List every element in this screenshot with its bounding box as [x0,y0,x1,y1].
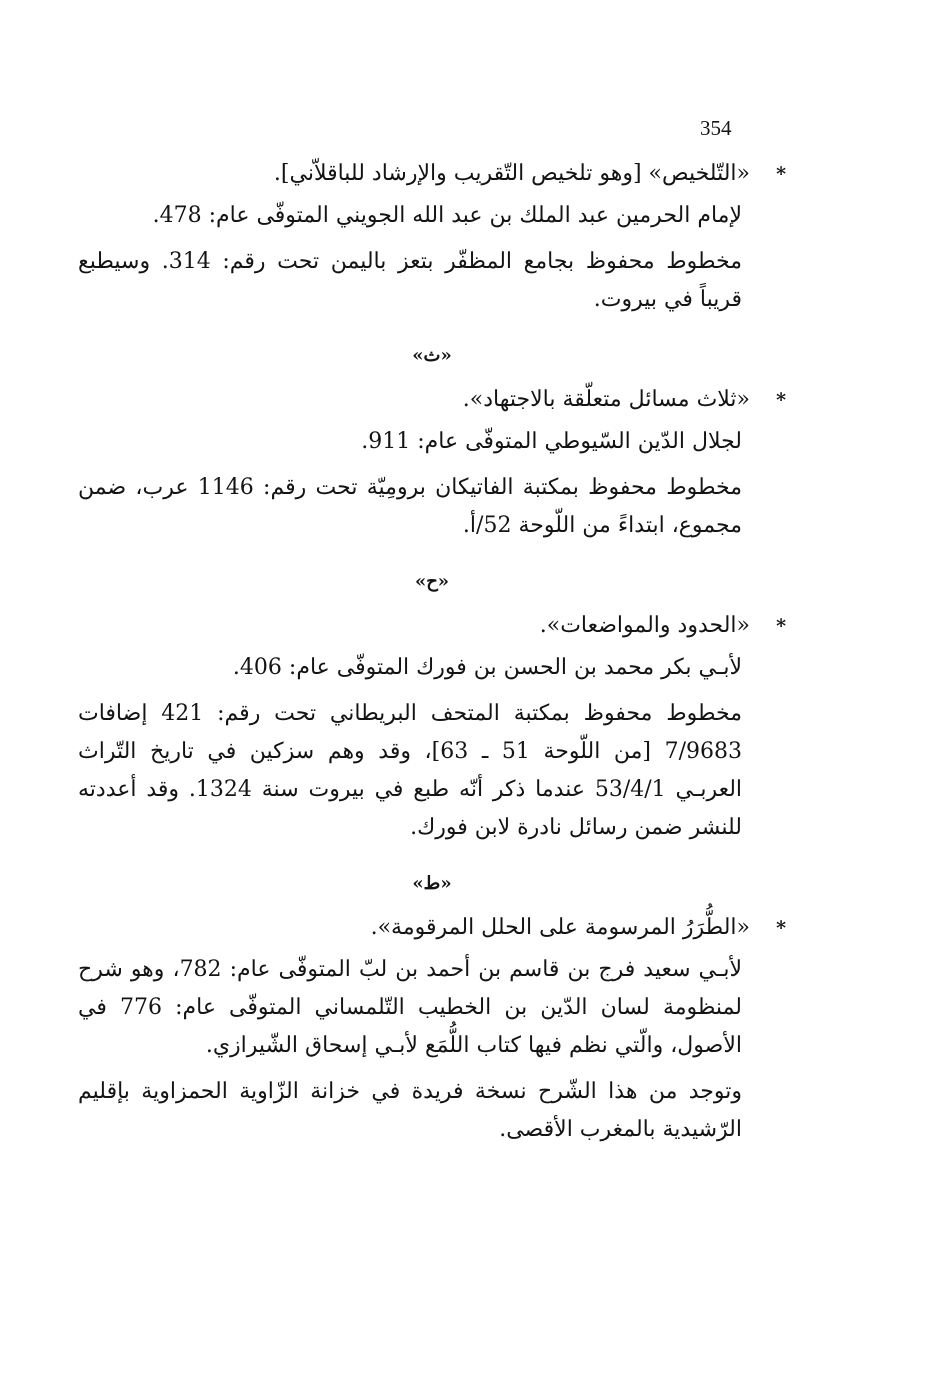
section-heading: «ح» [414,571,450,592]
entry-title-row [78,607,786,645]
entry-title: «الحدود والمواضعات». [539,613,750,638]
author-line: لجلال الدّين السّيوطي المتوفّى عام: 911. [361,429,742,454]
section-heading: «ط» [412,873,452,894]
manuscript-description: مخطوط محفوظ بمكتبة الفاتيكان برومِيّة تحت رقم: 1146 عرب، ضمن مجموع، ابتداءً من اللّوحة 52/أ. [78,475,742,538]
bullet-star-icon: * [776,917,786,939]
entry-title-row [78,155,786,193]
manuscript-description: مخطوط محفوظ بمكتبة المتحف البريطاني تحت رقم: 421 إضافات 7/9683 [من اللّوحة 51 ـ 63]، وقد وهم سزكين في تاريخ التّراث العربـي 53/4/1 عندما ذكر أنّه طبع في بيروت سنة 1324. وقد أعددته للنشر ضمن رسائل نادرة لابن فورك. [78,701,743,840]
bullet-star-icon: * [776,615,786,637]
author-line: لأبـي بكر محمد بن الحسن بن فورك المتوفّى عام: 406. [232,655,742,680]
page-body [78,155,786,1149]
bullet-star-icon: * [776,163,786,185]
manuscript-description: مخطوط محفوظ بجامع المظفّر بتعز باليمن تحت رقم: 314. وسيطبع قريباً في بيروت. [78,249,742,312]
entry-title-row [78,381,786,419]
section-heading: «ث» [412,345,452,366]
author-line: لإمام الحرمين عبد الملك بن عبد الله الجويني المتوفّى عام: 478. [152,203,742,228]
entry-title: «الطُّرَرُ المرسومة على الحلل المرقومة». [370,915,750,940]
entry-title: «التّلخيص» [وهو تلخيص التّقريب والإرشاد للباقلاّني]. [273,161,750,186]
author-line: لأبـي سعيد فرج بن قاسم بن أحمد بن لبّ المتوفّى عام: 782، وهو شرح لمنظومة لسان الدّين بن الخطيب التّلمساني المتوفّى عام: 776 في الأصول، والّتي نظم فيها كتاب اللُّمَع لأبـي إسحاق الشّيرازي. [78,957,743,1058]
entry-title: «ثلاث مسائل متعلّقة بالاجتهاد». [462,387,750,412]
page-number: 354 [700,116,732,140]
bullet-star-icon: * [776,389,786,411]
entry-title-row [78,909,786,947]
manuscript-description: وتوجد من هذا الشّرح نسخة فريدة في خزانة الزّاوية الحمزاوية بإقليم الرّشيدية بالمغرب الأقصى. [78,1079,742,1142]
